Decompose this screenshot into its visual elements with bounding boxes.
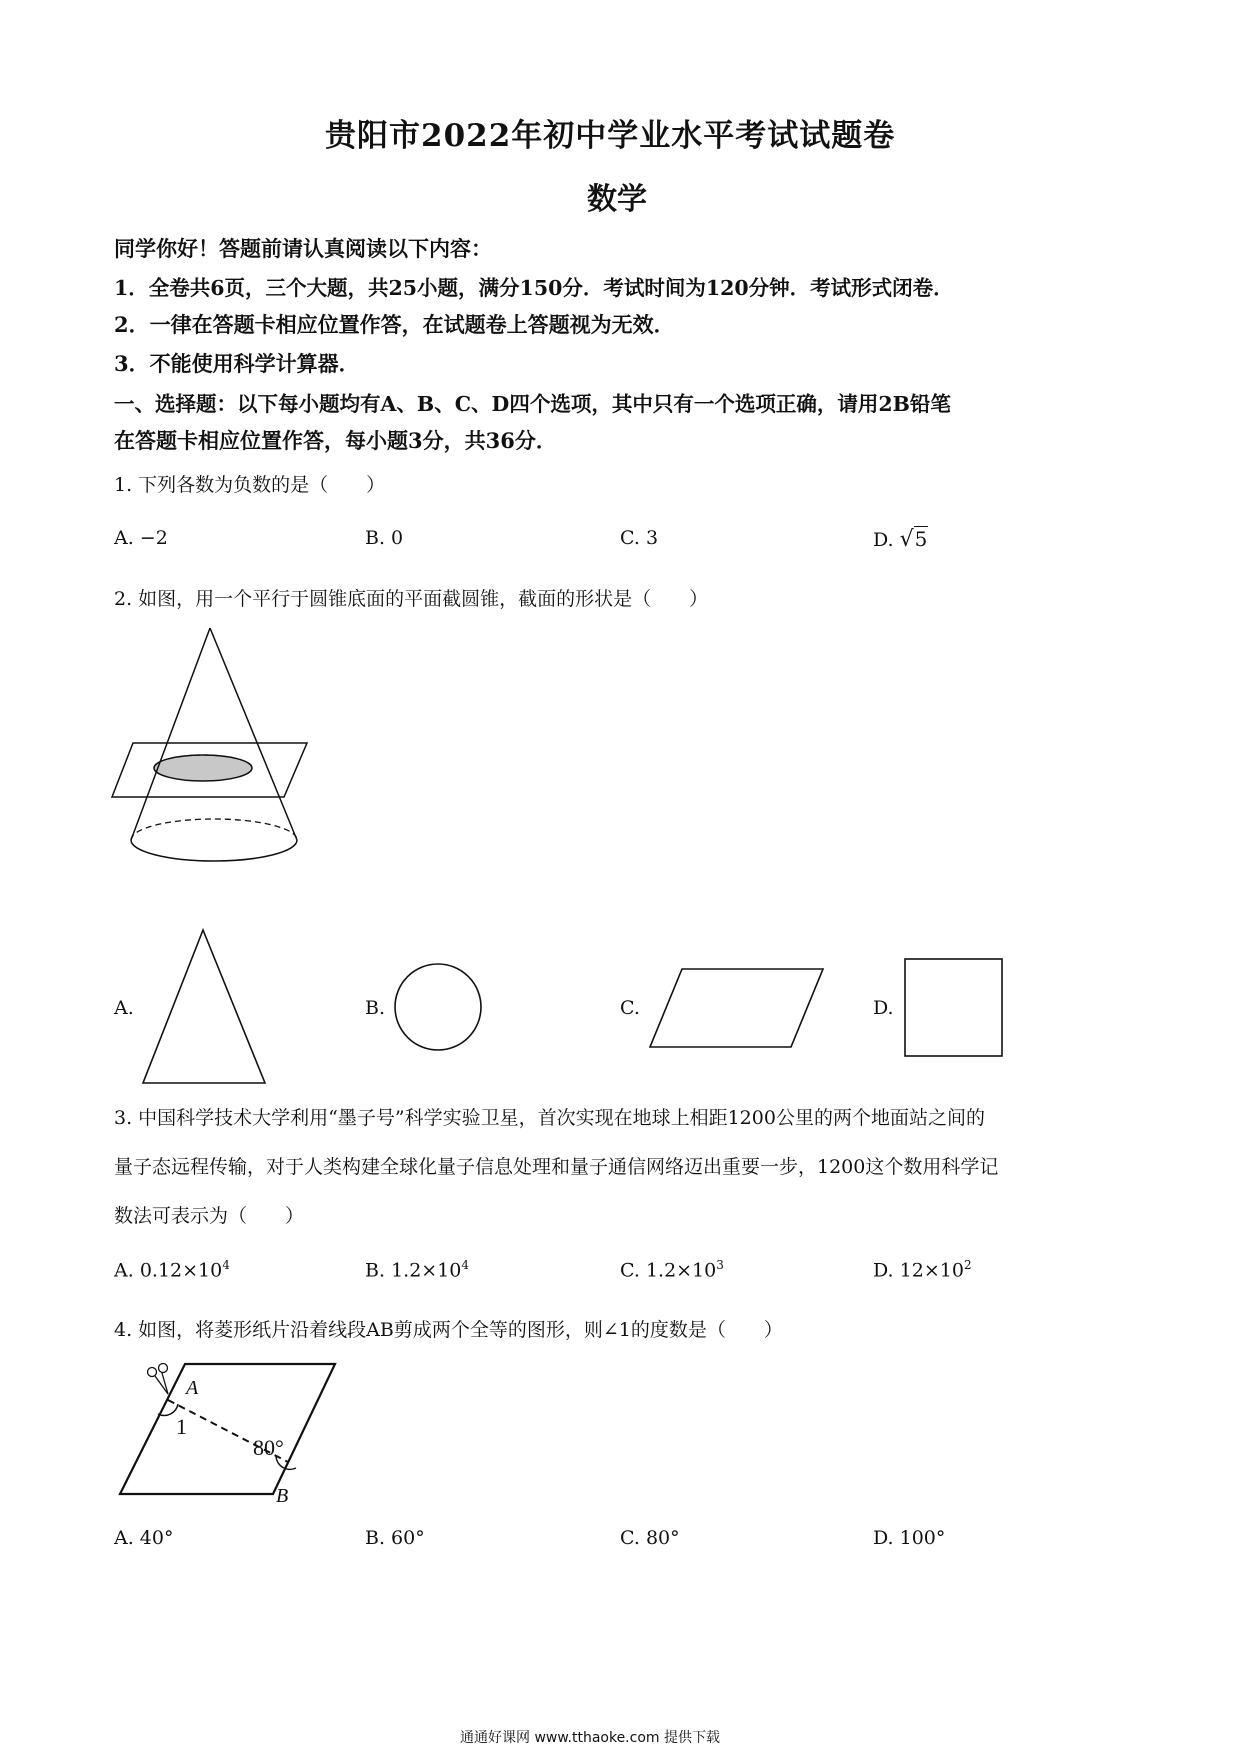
sqrt-symbol: √	[899, 527, 914, 552]
q3-option-d-label: D.	[873, 1259, 894, 1282]
q3-option-a-value: 0.12×10	[139, 1259, 223, 1282]
q2-option-d-square	[903, 957, 1005, 1059]
subject-title: 数学	[587, 182, 647, 217]
q4-option-a: A. 40°	[114, 1527, 174, 1549]
question-3-stem-line2: 量子态远程传输，对于人类构建全球化量子信息处理和量子通信网络迈出重要一步，1200这个数用科学记	[114, 1156, 999, 1178]
q1-option-b: B. 0	[365, 527, 404, 549]
q3-option-d	[873, 1258, 972, 1281]
q2-option-a-triangle	[140, 928, 270, 1088]
q2-option-b-label: B.	[365, 997, 386, 1019]
q3-option-c	[620, 1258, 724, 1281]
cone-left-edge	[131, 628, 210, 840]
q3-option-d-value: 12×10	[899, 1259, 964, 1282]
cone-right-edge	[210, 628, 297, 840]
q3-option-a-exp: 4	[222, 1258, 230, 1272]
page-title: 贵阳市2022年初中学业水平考试试题卷	[325, 118, 896, 154]
q3-option-c-value: 1.2×10	[645, 1259, 717, 1282]
q3-option-b-exp: 4	[461, 1258, 470, 1272]
instruction-item-2: 2．一律在答题卡相应位置作答，在试题卷上答题视为无效．	[114, 312, 675, 337]
q1-option-d-label: D.	[873, 529, 900, 551]
q3-option-a	[114, 1258, 230, 1281]
q1-option-c: C. 3	[620, 527, 659, 549]
q3-option-b	[365, 1258, 469, 1281]
q2-option-a-label: A.	[114, 997, 134, 1019]
q1-option-a: A. −2	[114, 527, 168, 549]
q3-option-c-exp: 3	[716, 1258, 724, 1272]
q1-option-d	[873, 527, 928, 552]
label-point-a: A	[186, 1377, 199, 1399]
q2-option-c-label: C.	[620, 997, 640, 1019]
instruction-item-1: 1．全卷共6页，三个大题，共25小题，满分150分．考试时间为120分钟．考试形式闭卷．	[114, 276, 954, 300]
q3-option-a-label: A.	[114, 1259, 134, 1282]
q3-option-d-exp: 2	[963, 1258, 972, 1272]
scissors-icon	[148, 1364, 169, 1395]
label-angle-1: 1	[176, 1414, 187, 1439]
cone-base-back	[131, 819, 297, 840]
label-point-b: B	[276, 1485, 289, 1507]
sqrt-radicand: 5	[914, 527, 928, 551]
instruction-item-3: 3．不能使用科学计算器．	[114, 351, 360, 376]
q3-option-c-label: C.	[620, 1259, 640, 1282]
cone-section-figure	[100, 620, 320, 880]
question-3-stem-line3: 数法可表示为（ ）	[114, 1205, 305, 1227]
q3-option-b-value: 1.2×10	[391, 1259, 462, 1282]
rhombus-figure	[110, 1352, 350, 1507]
q2-option-b-circle	[392, 961, 484, 1053]
instructions-greeting: 同学你好！答题前请认真阅读以下内容：	[114, 236, 492, 261]
footer-watermark: 通通好课网 www.tthaoke.com 提供下载	[460, 1730, 720, 1746]
q2-option-d-label: D.	[873, 997, 894, 1019]
section1-heading-line2: 在答题卡相应位置作答，每小题3分，共36分．	[114, 428, 557, 453]
q4-option-b: B. 60°	[365, 1527, 425, 1549]
q4-option-d: D. 100°	[873, 1527, 946, 1549]
q3-option-b-label: B.	[365, 1259, 386, 1282]
question-3-stem-line1: 3. 中国科学技术大学利用“墨子号”科学实验卫星，首次实现在地球上相距1200公里的两个地面站之间的	[114, 1107, 985, 1129]
q4-option-c: C. 80°	[620, 1527, 680, 1549]
question-2-stem: 2. 如图，用一个平行于圆锥底面的平面截圆锥，截面的形状是（ ）	[114, 588, 709, 610]
question-4-stem: 4. 如图，将菱形纸片沿着线段AB剪成两个全等的图形，则∠1的度数是（ ）	[114, 1319, 783, 1341]
section1-heading-line1: 一、选择题：以下每小题均有A、B、C、D四个选项，其中只有一个选项正确，请用2B铅笔	[114, 392, 951, 416]
q2-option-c-parallelogram	[648, 966, 828, 1051]
question-1-stem: 1. 下列各数为负数的是（ ）	[114, 474, 386, 496]
cone-base-front	[131, 840, 297, 861]
label-angle-80: 80°	[253, 1435, 284, 1460]
rhombus	[120, 1364, 335, 1494]
